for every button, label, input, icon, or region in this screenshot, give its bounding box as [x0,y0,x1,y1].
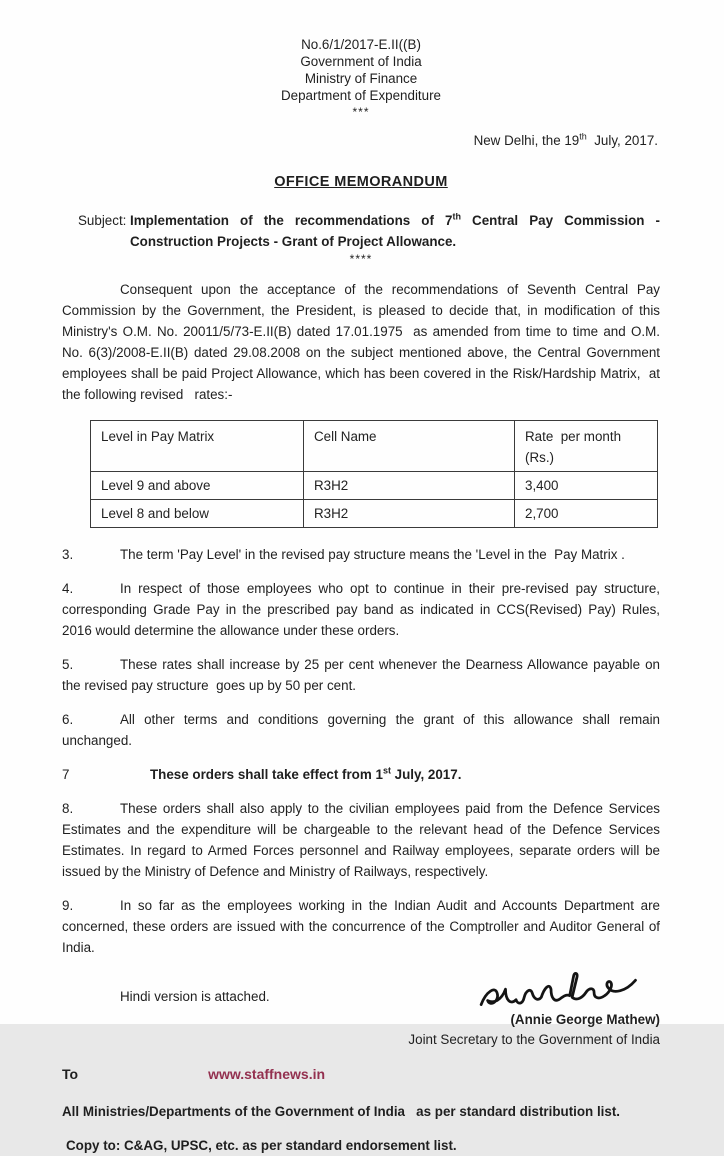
date-ordinal: th [579,131,587,142]
paragraph-8 [62,798,664,882]
subject-part2: Central Pay Commission - Construction Projects - Grant of Project Allowance. [130,213,668,249]
opening-paragraph: Consequent upon the acceptance of the recommendations of Seventh Central Pay Commission by the Government, the President, is pleased to decide that, in modification of this Ministry's O.M. No. 20011/5/73-E.II(B) dated 17.01.1975 as amended from time to time and O.M. No. 6(3)/2008-E.II(B) dated 29.08.2008 on the subject mentioned above, the Central Government employees shall be paid Project Allowance, which has been covered in the Risk/Hardship Matrix, at the following revised rates:- [62,282,664,402]
cell-level: Level 8 and below [91,500,304,528]
paragraph-number: 4. [62,581,74,596]
paragraph-number: 8. [62,801,74,816]
date-text-cont: July, 2017. [586,133,658,148]
reference-number: No.6/1/2017-E.II((B) [301,37,421,52]
rates-table [90,420,658,528]
date-line [62,130,660,151]
paragraph-7-ordinal: st [382,765,391,776]
cell-name: R3H2 [304,500,515,528]
distribution-line: All Ministries/Departments of the Government of India as per standard distribution list. [62,1104,621,1119]
signatory-title: Joint Secretary to the Government of India [408,1032,660,1047]
paragraph-text: The term 'Pay Level' in the revised pay structure means the 'Level in the Pay Matrix . [120,547,625,562]
cell-level: Level 9 and above [91,472,304,500]
paragraph-number: 6. [62,712,74,727]
col-header-rate: Rate per month (Rs.) [515,421,658,472]
table-row [91,472,658,500]
signature-block [408,964,660,1050]
paragraph-number: 9. [62,898,74,913]
paragraph-7-part2: July, 2017. [390,767,462,782]
cell-name: R3H2 [304,472,515,500]
col-header-cell-name: Cell Name [304,421,515,472]
paragraph-4 [62,578,664,641]
paragraph-number: 3. [62,547,74,562]
org-line-department: Department of Expenditure [280,88,442,103]
date-text: New Delhi, the 19 [473,133,580,148]
closing-row [62,964,660,1050]
watermark-url: www.staffnews.in [208,1066,326,1082]
paragraph-text: In respect of those employees who opt to continue in their pre-revised pay structure, corresponding Grade Pay in the prescribed pay band as indicated in CCS(Revised) Pay) Rules, 2016 would determine the allowance under these orders. [62,581,664,638]
subject-block [62,210,668,252]
paragraph-text: These rates shall increase by 25 per cent whenever the Dearness Allowance payable on the revised pay structure goes up by 50 per cent. [62,657,664,693]
table-header-row [91,421,658,472]
org-line-ministry: Ministry of Finance [304,71,418,86]
subject-ordinal: th [452,211,461,222]
cell-rate: 2,700 [515,500,658,528]
paragraph-7-part1: These orders shall take effect from 1 [150,767,383,782]
page-title: OFFICE MEMORANDUM [274,174,448,190]
subject-part1: Implementation of the recommendations of 7 [130,213,453,228]
paragraph-text: In so far as the employees working in the Indian Audit and Accounts Department are concerned, these orders are issued with the concurrence of the Comptroller and Auditor General of India. [62,898,664,955]
cell-rate: 3,400 [515,472,658,500]
paragraph-7 [62,764,660,785]
subject-text [130,210,668,252]
org-line-government: Government of India [300,54,422,69]
to-row [62,1064,660,1085]
hindi-version-line: Hindi version is attached. [120,989,270,1004]
col-header-level: Level in Pay Matrix [91,421,304,472]
copy-to-line: Copy to: C&AG, UPSC, etc. as per standard endorsement list. [66,1138,457,1154]
subject-stars: **** [349,252,373,266]
paragraph-number: 7 [62,767,70,782]
signatory-name: (Annie George Mathew) [510,1012,660,1027]
to-label: To [62,1066,79,1082]
paragraph-5 [62,654,664,696]
paragraph-text [120,767,461,782]
subject-label: Subject: [78,213,127,228]
paragraph-3 [62,544,660,565]
letterhead [62,36,660,121]
paragraph-number: 5. [62,657,74,672]
table-row [91,500,658,528]
paragraph-6 [62,709,664,751]
header-stars: *** [352,105,370,119]
paragraph-text: These orders shall also apply to the civilian employees paid from the Defence Services Estimates and the expenditure will be chargeable to the relevant head of the Defence Services Estimates. In regard to Armed Forces personnel and Railway employees, separate orders will be issued by the Ministry of Defence and Ministry of Railways, respectively. [62,801,664,879]
paragraph-text: All other terms and conditions governing the grant of this allowance shall remain unchanged. [62,712,664,748]
signature-scrawl [474,964,654,1016]
paragraph-9 [62,895,664,958]
